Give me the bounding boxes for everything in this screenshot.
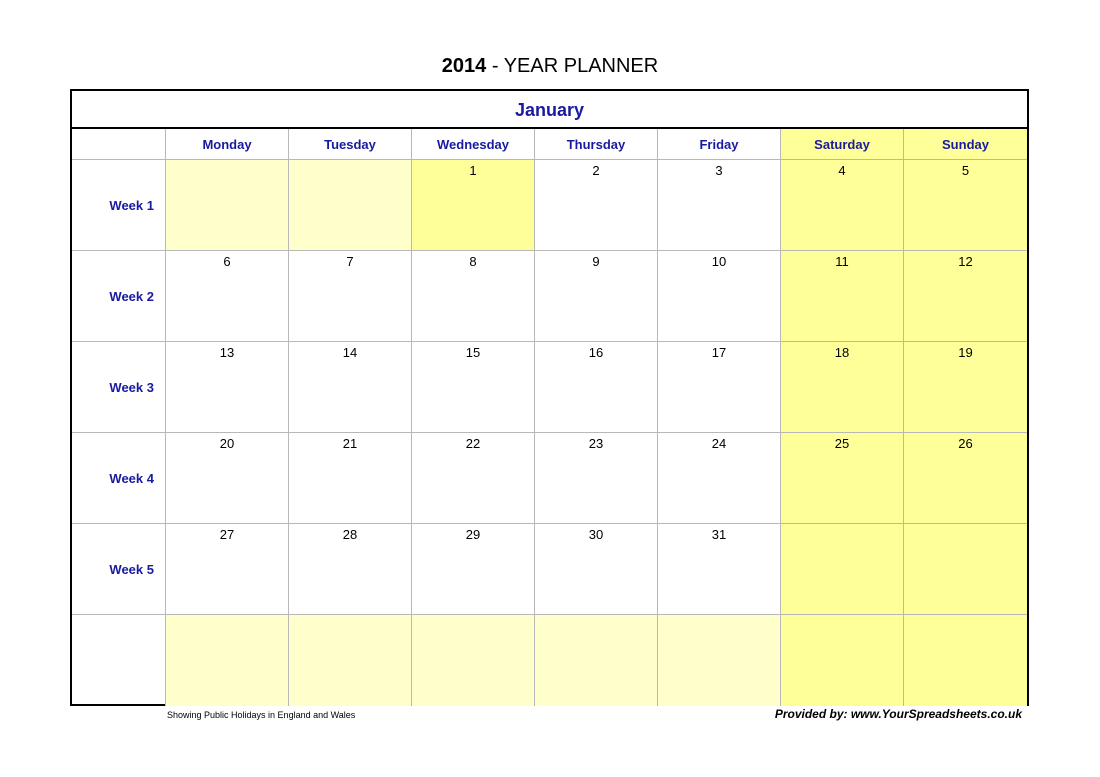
day-cell[interactable] <box>166 615 289 706</box>
day-number: 12 <box>958 254 973 269</box>
day-number: 29 <box>465 527 481 542</box>
day-cell[interactable] <box>781 615 904 706</box>
day-cell[interactable] <box>535 251 658 342</box>
day-number: 7 <box>346 254 354 269</box>
month-title: January <box>72 91 1027 129</box>
calendar-grid <box>72 129 1027 706</box>
weekday-header: Sunday <box>904 129 1027 160</box>
week-label: Week 1 <box>72 160 166 251</box>
day-cell[interactable] <box>904 433 1027 524</box>
weekday-header: Tuesday <box>289 129 412 160</box>
day-number: 16 <box>588 345 604 360</box>
day-cell[interactable] <box>658 524 781 615</box>
day-number: 8 <box>469 254 477 269</box>
week-label <box>72 615 166 706</box>
day-cell[interactable] <box>289 524 412 615</box>
day-number: 14 <box>342 345 358 360</box>
page-title <box>0 55 1100 78</box>
day-number: 18 <box>834 345 850 360</box>
day-number: 13 <box>219 345 235 360</box>
day-cell[interactable] <box>412 615 535 706</box>
weekday-header: Saturday <box>781 129 904 160</box>
day-cell[interactable] <box>412 342 535 433</box>
day-cell[interactable] <box>166 524 289 615</box>
provider-credit: Provided by: www.YourSpreadsheets.co.uk <box>774 707 1022 721</box>
day-number: 24 <box>711 436 727 451</box>
day-cell[interactable] <box>658 615 781 706</box>
weekday-header: Wednesday <box>412 129 535 160</box>
title-text: - YEAR PLANNER <box>486 55 659 77</box>
weekday-header: Thursday <box>535 129 658 160</box>
day-number: 26 <box>958 436 973 451</box>
day-number: 25 <box>834 436 850 451</box>
day-cell[interactable] <box>289 251 412 342</box>
day-cell[interactable] <box>658 251 781 342</box>
day-cell[interactable] <box>289 342 412 433</box>
day-number: 11 <box>835 254 849 269</box>
day-cell[interactable] <box>781 524 904 615</box>
day-cell[interactable] <box>535 160 658 251</box>
day-cell[interactable] <box>904 615 1027 706</box>
week-label: Week 3 <box>72 342 166 433</box>
week-label: Week 4 <box>72 433 166 524</box>
day-number: 30 <box>588 527 604 542</box>
day-number: 9 <box>592 254 600 269</box>
day-cell[interactable] <box>535 615 658 706</box>
day-number: 6 <box>223 254 231 269</box>
day-number: 5 <box>961 163 970 178</box>
day-number: 2 <box>592 163 600 178</box>
day-number: 15 <box>465 345 481 360</box>
day-cell[interactable] <box>535 342 658 433</box>
day-cell[interactable] <box>412 251 535 342</box>
week-label: Week 2 <box>72 251 166 342</box>
day-cell[interactable] <box>535 524 658 615</box>
day-cell[interactable] <box>166 251 289 342</box>
day-cell[interactable] <box>166 433 289 524</box>
day-cell[interactable] <box>166 160 289 251</box>
weekday-header: Monday <box>166 129 289 160</box>
day-cell[interactable] <box>412 160 535 251</box>
week-label: Week 5 <box>72 524 166 615</box>
day-cell[interactable] <box>904 251 1027 342</box>
day-cell[interactable] <box>535 433 658 524</box>
day-number: 17 <box>711 345 727 360</box>
title-year: 2014 <box>441 55 487 77</box>
day-cell[interactable] <box>904 524 1027 615</box>
day-number: 21 <box>342 436 358 451</box>
day-number: 27 <box>219 527 235 542</box>
day-cell[interactable] <box>289 160 412 251</box>
day-cell[interactable] <box>658 433 781 524</box>
day-number: 20 <box>219 436 235 451</box>
day-cell[interactable] <box>781 251 904 342</box>
day-number: 1 <box>469 163 477 178</box>
day-number: 31 <box>711 527 727 542</box>
day-cell[interactable] <box>781 160 904 251</box>
day-cell[interactable] <box>781 433 904 524</box>
day-number: 19 <box>958 345 973 360</box>
day-cell[interactable] <box>781 342 904 433</box>
weekday-header: Friday <box>658 129 781 160</box>
day-cell[interactable] <box>658 160 781 251</box>
day-number: 3 <box>715 163 723 178</box>
day-number: 28 <box>342 527 358 542</box>
day-cell[interactable] <box>166 342 289 433</box>
day-number: 10 <box>711 254 727 269</box>
day-cell[interactable] <box>904 342 1027 433</box>
day-cell[interactable] <box>289 433 412 524</box>
day-cell[interactable] <box>289 615 412 706</box>
day-number: 4 <box>838 163 846 178</box>
day-number: 22 <box>465 436 481 451</box>
day-number: 23 <box>588 436 604 451</box>
day-cell[interactable] <box>658 342 781 433</box>
day-cell[interactable] <box>904 160 1027 251</box>
holiday-note: Showing Public Holidays in England and Wales <box>167 710 356 720</box>
header-corner <box>72 129 166 160</box>
calendar-planner <box>70 89 1029 706</box>
day-cell[interactable] <box>412 524 535 615</box>
day-cell[interactable] <box>412 433 535 524</box>
